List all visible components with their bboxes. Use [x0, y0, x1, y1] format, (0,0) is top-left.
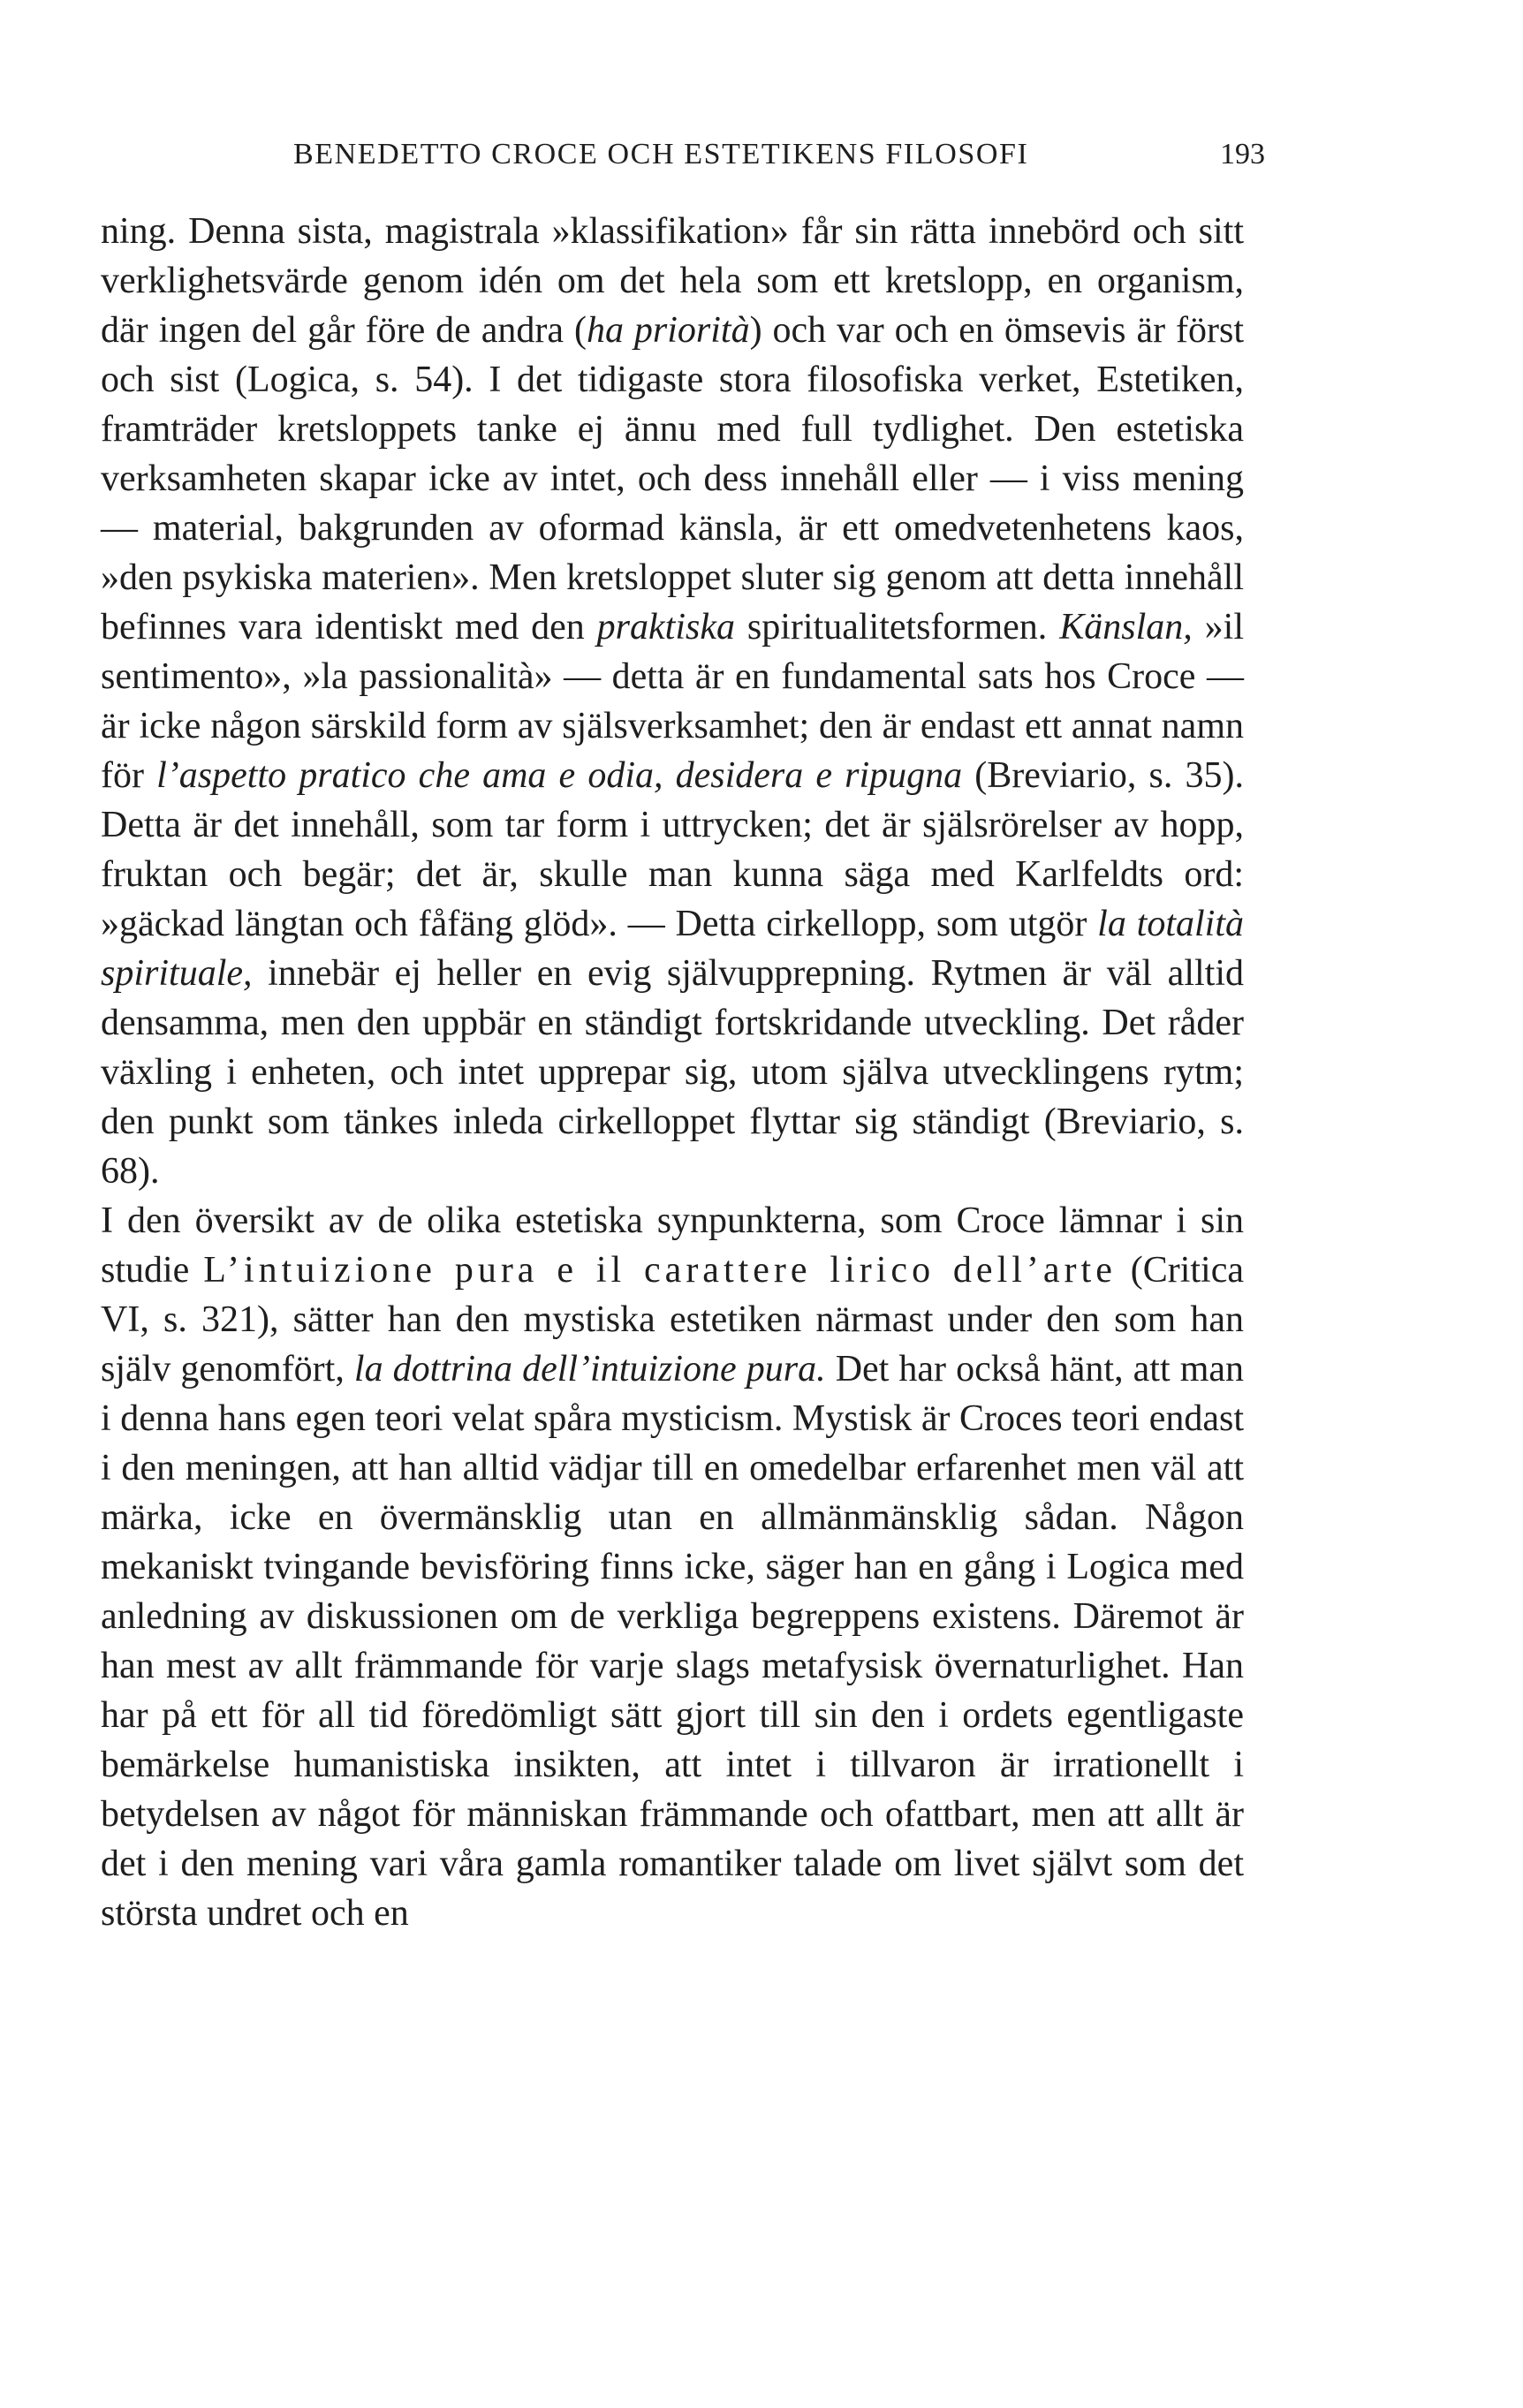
text-run: I den översikt av de olika estetiska synpunkterna, som Croce lämnar i sin studie	[101, 1200, 1244, 1291]
italic-run: ha priorità	[586, 310, 750, 351]
text-run: (Critica VI, s. 321), sätter han den mystiska estetiken närmast under den som han själv genomfört,	[101, 1250, 1244, 1390]
italic-run: Känslan,	[1059, 607, 1193, 647]
italic-run: l’aspetto pratico che ama e odia, desidera e ripugna	[156, 755, 963, 796]
text-run: ning. Denna sista, magistrala »klassifikation» får sin rätta innebörd och sitt verklighetsvärde genom idén om det hela som ett kretslopp, en organism, där ingen del går före de andra (	[101, 211, 1244, 351]
paragraph-2	[101, 1196, 1244, 1938]
italic-run: la dottrina dell’intuizione pura.	[353, 1349, 826, 1390]
text-run: (Breviario, s. 35). Detta är det innehåll, som tar form i uttrycken; det är själsrörelser av hopp, fruktan och begär; det är, skulle man kunna säga med Karlfeldts ord: »gäckad längtan och fåfäng glöd». — Detta cirkellopp, som utgör	[101, 755, 1244, 944]
text-run: innebär ej heller en evig självupprepning. Rytmen är väl alltid densamma, men den uppbär en ständigt fortskridande utveckling. Det råder växling i enheten, och intet upprepar sig, utom själva utvecklingens rytm; den punkt som tänkes inleda cirkelloppet flyttar sig ständigt (Breviario, s. 68).	[101, 953, 1244, 1192]
italic-run: la totalità spirituale,	[101, 904, 1245, 994]
body-text	[101, 207, 1244, 1938]
paragraph-1	[101, 207, 1244, 1196]
text-run: »il sentimento», »la passionalità» — detta är en fundamental sats hos Croce — är icke någon särskild form av själsverksamhet; den är endast ett annat namn för	[101, 607, 1244, 796]
text-run: spiritualitetsformen.	[734, 607, 1060, 647]
text-run: ) och var och en ömsevis är först och sist (Logica, s. 54). I det tidigaste stora filosofiska verket, Estetiken, framträder kretsloppets tanke ej ännu med full tydlighet. Den estetiska verksamheten skapar icke av intet, och dess innehåll eller — i viss mening — material, bakgrunden av oformad känsla, är ett omedvetenhetens kaos, »den psykiska materien». Men kretsloppet sluter sig genom att detta innehåll befinnes vara identiskt med den	[101, 310, 1245, 647]
running-title: BENEDETTO CROCE OCH ESTETIKENS FILOSOFI	[293, 138, 1029, 170]
running-head	[0, 137, 1523, 181]
italic-run: praktiska	[596, 607, 735, 647]
text-run: Det har också hänt, att man i denna hans egen teori velat spåra mysticism. Mystisk är Croces teori endast i den meningen, att han alltid vädjar till en omedelbar erfarenhet men väl att märka, icke en övermänsklig utan en allmänmänsklig sådan. Någon mekaniskt tvingande bevisföring finns icke, säger han en gång i Logica med anledning av diskussionen om de verkliga begreppens existens. Däremot är han mest av allt främmande för varje slags metafysisk övernaturlighet. Han har på ett för all tid föredömligt sätt gjort till sin den i ordets egentligaste bemärkelse humanistiska insikten, att intet i tillvaron är irrationellt i betydelsen av något för människan främmande och ofattbart, men att allt är det i den mening vari våra gamla romantiker talade om livet självt som det största undret och en	[101, 1349, 1245, 1934]
page-number: 193	[1220, 138, 1265, 170]
spaced-title-run: L’intuizione pura e il carattere lirico dell’arte	[203, 1250, 1117, 1291]
